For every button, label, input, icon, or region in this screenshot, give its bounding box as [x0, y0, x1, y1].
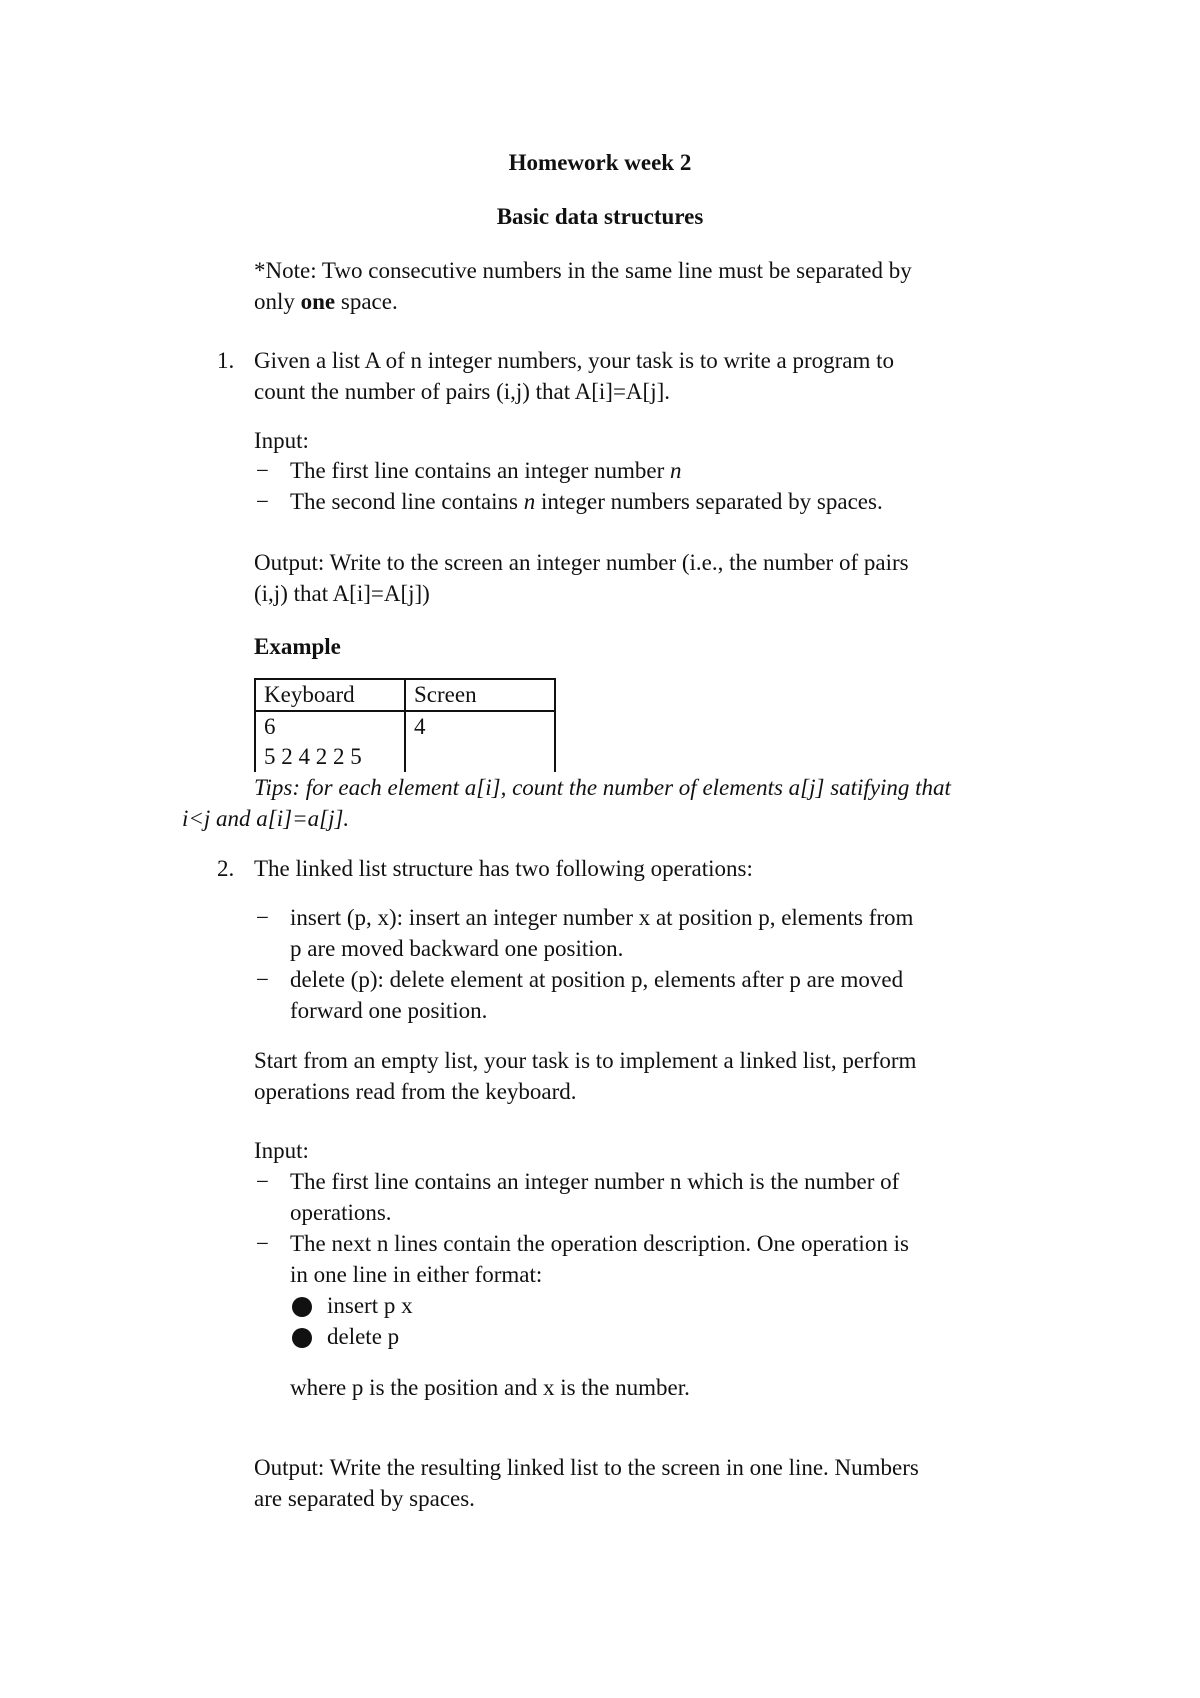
input-item-var: n — [523, 489, 536, 514]
problem-1-input-item — [290, 456, 682, 486]
dash-bullet: − — [256, 489, 269, 514]
problem-2-task-line-2: operations read from the keyboard. — [254, 1079, 577, 1104]
document-subtitle: Basic data structures — [496, 204, 704, 229]
format-delete: delete p — [327, 1324, 400, 1349]
dash-bullet: − — [256, 1169, 269, 1194]
problem-1-input-label: Input: — [254, 428, 309, 453]
problem-2-number: 2. — [217, 856, 235, 881]
dash-bullet: − — [256, 1231, 269, 1256]
problem-2-input-item-2-line-2: in one line in either format: — [290, 1262, 543, 1287]
table-cell: 4 — [405, 711, 555, 742]
problem-1-output-line-2: (i,j) that A[i]=A[j]) — [254, 581, 430, 606]
dash-bullet: − — [256, 458, 269, 483]
problem-2-output-line-1: Output: Write the resulting linked list to the screen in one line. Numbers — [254, 1455, 919, 1480]
example-label: Example — [254, 634, 341, 659]
example-header-screen: Screen — [405, 679, 555, 711]
table-cell: 6 — [255, 711, 405, 742]
operation-delete-line-1: delete (p): delete element at position p, elements after p are moved — [290, 967, 904, 992]
example-table — [254, 678, 556, 772]
note-line-1: *Note: Two consecutive numbers in the same line must be separated by — [254, 258, 912, 283]
table-row — [255, 711, 555, 742]
problem-1-desc-line-2: count the number of pairs (i,j) that A[i]=A[j]. — [254, 379, 670, 404]
problem-1-output-line-1: Output: Write to the screen an integer number (i.e., the number of pairs — [254, 550, 909, 575]
operation-delete-line-2: forward one position. — [290, 998, 488, 1023]
dash-bullet: − — [256, 967, 269, 992]
tips-line-2: i<j and a[i]=a[j]. — [182, 806, 350, 831]
table-cell: 5 2 4 2 2 5 — [255, 742, 405, 772]
note-emphasis: one — [300, 289, 336, 314]
problem-2-input-label: Input: — [254, 1138, 309, 1163]
example-header-keyboard: Keyboard — [255, 679, 405, 711]
problem-2-desc: The linked list structure has two following operations: — [254, 856, 753, 881]
problem-2-task-line-1: Start from an empty list, your task is to implement a linked list, perform — [254, 1048, 917, 1073]
input-item-text-end: integer numbers separated by spaces. — [535, 489, 883, 514]
table-row — [255, 742, 555, 772]
problem-1-input-item — [290, 487, 883, 517]
dash-bullet: − — [256, 905, 269, 930]
input-item-text: The first line contains an integer number — [290, 458, 671, 483]
problem-1-desc-line-1: Given a list A of n integer numbers, your task is to write a program to — [254, 348, 895, 373]
example-table-header — [255, 679, 555, 711]
input-item-text: The second line contains — [290, 489, 524, 514]
note-text: only — [254, 289, 301, 314]
format-insert: insert p x — [327, 1293, 413, 1318]
problem-1-number: 1. — [217, 348, 235, 373]
note-text-end: space. — [335, 289, 398, 314]
bullet-dot-icon — [292, 1297, 312, 1317]
note-line-2 — [254, 287, 398, 317]
operation-insert-line-1: insert (p, x): insert an integer number x at position p, elements from — [290, 905, 914, 930]
tips-line-1: Tips: for each element a[i], count the number of elements a[j] satifying that — [254, 775, 951, 800]
operation-insert-line-2: p are moved backward one position. — [290, 936, 624, 961]
where-note: where p is the position and x is the number. — [290, 1375, 690, 1400]
problem-2-input-item-2-line-1: The next n lines contain the operation description. One operation is — [290, 1231, 909, 1256]
problem-2-output-line-2: are separated by spaces. — [254, 1486, 475, 1511]
input-item-var: n — [670, 458, 682, 483]
table-cell — [405, 742, 555, 772]
bullet-dot-icon — [292, 1328, 312, 1348]
problem-2-input-item-1-line-2: operations. — [290, 1200, 392, 1225]
document-title: Homework week 2 — [508, 150, 692, 175]
problem-2-input-item-1-line-1: The first line contains an integer number n which is the number of — [290, 1169, 900, 1194]
